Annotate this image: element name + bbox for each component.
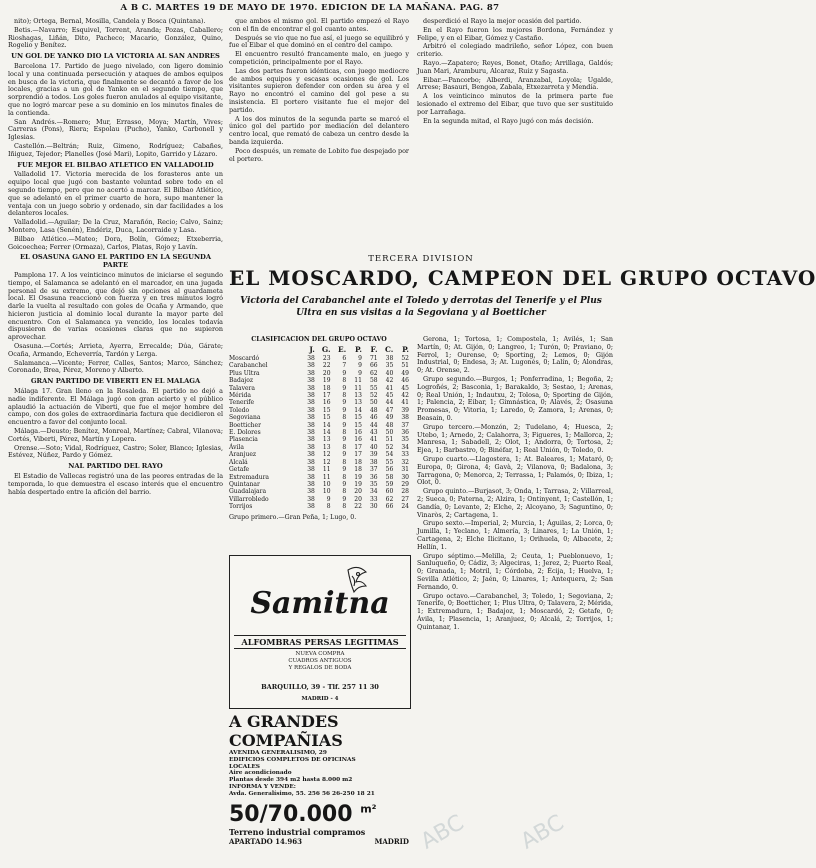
stat-cell: 51 — [385, 436, 394, 444]
stat-cell: 14 — [354, 406, 362, 414]
stat-cell: 13 — [354, 392, 362, 400]
stat-cell: 29 — [401, 480, 409, 488]
stat-cell: 39 — [401, 406, 409, 414]
stat-cell: 49 — [385, 414, 394, 422]
stat-cell: 11 — [322, 466, 331, 474]
stat-cell: 8 — [342, 473, 347, 481]
stat-cell: 38 — [369, 458, 378, 466]
article-paragraph: Las dos partes fueron idénticas, con juego mediocre de ambos equipos y escasas ocasiones de gol. Los visitantes supieron defender con orden su área y el Rayo no encontró el camino del gol pese a su insistencia. El portero visitante fue el mejor del partido. — [229, 66, 409, 114]
table-row — [229, 459, 409, 466]
article-paragraph: Málaga.—Deusto; Benítez, Monreal, Martínez; Cabral, Vilanova; Cortés, Viberti, Pérez, Martín y Lopera. — [8, 427, 223, 443]
stat-cell: 9 — [342, 421, 347, 429]
stat-cell: 9 — [342, 406, 347, 414]
stat-cell: 55 — [385, 458, 394, 466]
article-paragraph: Valladolid 17. Victoria merecida de los forasteros ante un equipo local que jugó con bastante voluntad sobre todo en el segundo tiempo, pero que no acertó a marcar. El Bilbao Atlético, que se adelantó en el primer cuarto de hora, supo mantener la ventaja con un juego sobrio y ordenado, sin dar facilidades a los delanteros locales. — [8, 170, 223, 218]
stat-cell: 45 — [401, 384, 409, 392]
team-name: Tenerife — [229, 399, 255, 407]
stat-cell: 19 — [322, 377, 331, 385]
standings-table — [229, 336, 409, 553]
stat-cell: 22 — [354, 503, 362, 511]
article-paragraph: Rayo.—Zapatero; Reyes, Bonet, Otaño; Arrillaga, Galdós; Juan Mari, Aramburu, Alcaraz, Ruiz y Sagasta. — [417, 58, 613, 75]
article-paragraph: Orense.—Soto; Vidal, Rodríguez, Castro; Soler, Blanco; Iglesias, Estévez, Núñez, Pardo y Gómez. — [8, 443, 223, 460]
article-paragraph: Salamanca.—Vicente; Ferrer, Calles, Santos; Marco, Sánchez; Coronado, Brea, Pérez, Moreno y Alberto. — [8, 358, 223, 375]
stat-cell: 38 — [307, 458, 315, 466]
watermark: ABC — [516, 810, 569, 855]
article-paragraph: Arbitró el colegiado madrileño, señor López, con buen criterio. — [417, 42, 613, 59]
standings-title: CLASIFICACION DEL GRUPO OCTAVO — [251, 336, 387, 343]
ad-line: EDIFICIOS COMPLETOS DE OFICINAS — [229, 756, 356, 763]
team-name: Plasencia — [229, 436, 258, 444]
stat-cell: 8 — [342, 443, 347, 451]
ad-area-unit: m² — [360, 802, 377, 816]
stat-cell: 38 — [307, 399, 315, 407]
stat-cell: 44 — [369, 421, 378, 429]
stat-cell: 9 — [358, 369, 362, 377]
article-paragraph: Bilbao Atlético.—Mateo; Dora, Bolín, Gómez; Etxeberria, Goicoechea; Ferrer (Ormaza), Carlos, Platas, Rojo y Lavín. — [8, 234, 223, 251]
ad-line: INFORMA Y VENDE: — [229, 783, 296, 790]
stat-cell: 38 — [307, 377, 315, 385]
article-paragraph: En la segunda mitad, el Rayo jugó con más decisión. — [423, 116, 594, 125]
article-paragraph: desperdició el Rayo la mejor ocasión del partido. — [423, 17, 582, 25]
stat-cell: 36 — [401, 429, 409, 437]
stat-cell: 38 — [307, 451, 315, 459]
column-center-top — [229, 18, 409, 270]
stat-cell: 20 — [354, 495, 362, 503]
stat-cell: 38 — [307, 488, 315, 496]
stat-cell: 58 — [385, 473, 394, 481]
stat-cell: 15 — [322, 414, 331, 422]
stat-cell: 56 — [385, 466, 394, 474]
stat-cell: 8 — [342, 377, 347, 385]
stat-cell: 6 — [342, 355, 347, 362]
team-name: Guadalajara — [229, 488, 267, 496]
stat-cell: 9 — [358, 362, 362, 370]
stat-cell: 38 — [307, 503, 315, 511]
stat-cell: 55 — [369, 384, 378, 392]
stat-cell: 15 — [354, 414, 362, 422]
ad-line: Plantas desde 394 m2 hasta 8.000 m2 — [229, 777, 353, 784]
stat-cell: 41 — [385, 384, 394, 392]
stat-cell: 52 — [369, 392, 378, 400]
stat-cell: 30 — [369, 503, 378, 511]
stat-cell: 42 — [385, 377, 394, 385]
stat-cell: 9 — [342, 495, 347, 503]
stat-cell: 58 — [369, 377, 378, 385]
table-row — [229, 414, 409, 421]
ad-body — [229, 750, 409, 798]
team-name: Moscardó — [229, 355, 260, 362]
column-right-top — [417, 18, 613, 270]
stat-cell: 11 — [354, 384, 362, 392]
stat-cell: 39 — [369, 451, 378, 459]
article-paragraph: El encuentro resultó francamente malo, en juego y competición, principalmente por el Rayo. — [229, 50, 409, 66]
standings-col-header — [229, 345, 299, 355]
stat-cell: 32 — [401, 458, 409, 466]
standings-col-header: G. — [321, 345, 331, 354]
ad-line: LOCALES — [229, 763, 260, 770]
stat-cell: 38 — [385, 355, 394, 362]
ad-box: APARTADO 14.963 — [229, 836, 302, 846]
article-heading: GRAN PARTIDO DE VIBERTI EN EL MALAGA — [30, 377, 201, 386]
stat-cell: 38 — [307, 384, 315, 392]
stat-cell: 38 — [307, 480, 315, 488]
stat-cell: 47 — [385, 406, 394, 414]
stat-cell: 41 — [369, 436, 378, 444]
stat-cell: 16 — [354, 429, 362, 437]
stat-cell: 8 — [342, 488, 347, 496]
stat-cell: 16 — [322, 399, 331, 407]
team-name: Aranjuez — [229, 451, 257, 459]
article-paragraph: En el Rayo fueron los mejores Bordona, Fernández y Felipe, y en el Eibar, Gómez y Castaño. — [417, 25, 613, 42]
stat-cell: 52 — [401, 355, 409, 362]
stat-cell: 19 — [354, 473, 362, 481]
stat-cell: 41 — [401, 399, 409, 407]
stat-cell: 66 — [385, 503, 394, 511]
team-name: Segoviana — [229, 414, 261, 422]
table-row — [229, 474, 409, 481]
table-row — [229, 370, 409, 377]
team-name: Villarrobledo — [229, 495, 269, 503]
stat-cell: 38 — [307, 436, 315, 444]
article-paragraph: Grupo séptimo.—Melilla, 2; Ceuta, 1; Pueblonuevo, 1; Sanluqueño, 0; Cádiz, 3; Algeciras, 1; Jerez, 2; Puerto Real, 0; Granada, 1; Motril, 1; Córdoba, 2; Écija, 1; Huelva, 1; Sevilla Atlético, 2; Jaén, 0; Linares, 1; Antequera, 2; San Fernando, 0. — [417, 551, 613, 591]
article-paragraph: que ambos el mismo gol. El partido empezó el Rayo con el fin de encontrar el gol cuanto antes. — [229, 17, 409, 33]
brand-logo: Samitna — [250, 586, 390, 621]
stat-cell: 38 — [401, 414, 409, 422]
table-row — [229, 503, 409, 510]
stat-cell: 24 — [401, 503, 409, 511]
stat-cell: 10 — [322, 480, 331, 488]
article-paragraph: Barcelona 17. Partido de juego nivelado, con ligero dominio local y una continuada persecución y ataques de ambos equipos en busca de la victoria, que finalmente se decantó a favor de los locales, gracias a un gol de Yanko en el segundo tiempo, que sorprendió a todos. Los goles fueron anulados al equipo visitante, que no logró marcar pese a su dominio en los minutos finales de la contienda. — [8, 61, 223, 117]
stat-cell: 20 — [322, 369, 331, 377]
stat-cell: 38 — [307, 414, 315, 422]
stat-cell: 38 — [307, 473, 315, 481]
table-row — [229, 466, 409, 473]
stat-cell: 38 — [307, 392, 315, 400]
stat-cell: 66 — [369, 362, 378, 370]
stat-cell: 40 — [369, 443, 378, 451]
article-paragraph: Pamplona 17. A los veinticinco minutos de iniciarse el segundo tiempo, el Salamanca se adelantó en el marcador, en una jugada personal de su extremo, que dejó sin opciones al guardameta local. El Osasuna reaccionó con fuerza y en tres minutos logró darle la vuelta al resultado con goles de Ocaña y Armando, que hicieron justicia al dominio local durante la mayor parte del encuentro. Con el Salamanca ya vencido, los locales todavía dispusieron de varias ocasiones claras que no supieron aprovechar. — [8, 270, 223, 342]
article-paragraph: Poco después, un remate de Lobito fue despejado por el portero. — [229, 146, 409, 163]
table-row — [229, 377, 409, 384]
team-name: Extremadura — [229, 473, 270, 481]
main-headline: EL MOSCARDO, CAMPEON DEL GRUPO OCTAVO — [229, 266, 816, 290]
article-paragraph: Grupo sexto.—Imperial, 2; Murcia, 1; Águilas, 2; Lorca, 0; Jumilla, 1; Yeclano, 1; Almería, 3; Linares, 1; La Unión, 1; Cartagena, 2; Elche Ilicitano, 1; Orihuela, 0; Albacete, 2; Hellín, 1. — [417, 519, 613, 551]
table-row — [229, 399, 409, 406]
stat-cell: 30 — [401, 473, 409, 481]
stat-cell: 34 — [369, 488, 378, 496]
stat-cell: 14 — [322, 421, 331, 429]
stat-cell: 62 — [369, 369, 378, 377]
article-paragraph: Osasuna.—Cortés; Arrieta, Ayerra, Errecalde; Dúa, Gárate; Ocaña, Armando, Echeverría, Tardón y Lerga. — [8, 342, 223, 358]
standings-col-header: P. — [355, 345, 362, 354]
stat-cell: 10 — [322, 488, 331, 496]
ad-city: MADRID - 4 — [301, 696, 339, 702]
standings-footer: Grupo primero.—Gran Peña, 1; Lugo, 0. — [229, 513, 357, 521]
stat-cell: 18 — [354, 458, 362, 466]
stat-cell: 38 — [307, 443, 315, 451]
stat-cell: 35 — [401, 436, 409, 444]
article-paragraph: Grupo octavo.—Carabanchel, 3; Toledo, 1; Segoviana, 2; Tenerife, 0; Boetticher, 1; Plus Ultra, 0; Talavera, 2; Mérida, 1; Extremadura, 1; Badajoz, 1; Moscardó, 2; Getafe, 0; Ávila, 1; Plasencia, 1; Aranjuez, 0; Alcalá, 2; Torrijos, 1; Quintanar, 1. — [417, 591, 613, 631]
article-paragraph: Grupo cuarto.—Llagostera, 1; At. Baleares, 1; Mataró, 0; Europa, 0; Girona, 4; Gavà, 2; Vilanova, 0; Badalona, 3; Tarragona, 0; Menorca, 2; Terrassa, 1; Palamós, 0; Ibiza, 1; Olot, 0. — [417, 454, 613, 487]
article-heading: EL OSASUNA GANO EL PARTIDO EN LA SEGUNDA PARTE — [19, 253, 212, 270]
stat-cell: 38 — [307, 369, 315, 377]
team-name: Torrijos — [229, 503, 253, 511]
stat-cell: 48 — [385, 421, 394, 429]
table-row — [229, 392, 409, 399]
team-name: Quintanar — [229, 480, 260, 488]
stat-cell: 14 — [322, 429, 331, 437]
stat-cell: 9 — [342, 480, 347, 488]
table-row — [229, 481, 409, 488]
table-row — [229, 429, 409, 436]
stat-cell: 38 — [307, 406, 315, 414]
ad-tagline: ALFOMBRAS PERSAS LEGITIMAS — [234, 635, 406, 649]
ad-footer — [229, 837, 409, 846]
standings-col-header: J. — [309, 345, 315, 354]
stat-cell: 27 — [401, 495, 409, 503]
ad-area — [229, 802, 409, 827]
table-row — [229, 444, 409, 451]
stat-cell: 18 — [354, 466, 362, 474]
stat-cell: 11 — [354, 377, 362, 385]
ad-line: NUEVA COMPRA — [295, 651, 345, 657]
ad-line: CUADROS ANTIGUOS — [288, 658, 352, 664]
stat-cell: 17 — [322, 392, 331, 400]
stat-cell: 9 — [342, 451, 347, 459]
article-paragraph: Eibar.—Pancorbo; Alberdi, Aranzabal, Loyola; Ugalde, Arrese; Basauri, Bengoa, Zabala, Etxezarreta y Mendía. — [417, 75, 613, 92]
standings-col-header: C. — [384, 345, 394, 354]
stat-cell: 19 — [354, 480, 362, 488]
standings-col-header: E. — [338, 345, 347, 354]
property-advertisement — [229, 710, 409, 866]
stat-cell: 16 — [354, 436, 362, 444]
stat-cell: 8 — [342, 392, 347, 400]
stat-cell: 17 — [354, 451, 362, 459]
stat-cell: 9 — [342, 369, 347, 377]
team-name: Badajoz — [229, 377, 254, 385]
table-row — [229, 407, 409, 414]
stat-cell: 9 — [326, 495, 331, 503]
stat-cell: 9 — [342, 399, 347, 407]
column-left — [8, 18, 223, 866]
stat-cell: 28 — [401, 488, 409, 496]
team-name: Plus Ultra — [229, 369, 260, 377]
stat-cell: 13 — [322, 436, 331, 444]
stat-cell: 8 — [342, 414, 347, 422]
stat-cell: 31 — [401, 466, 409, 474]
table-row — [229, 385, 409, 392]
column-right-results — [417, 336, 613, 866]
stat-cell: 71 — [369, 355, 378, 362]
stat-cell: 38 — [307, 429, 315, 437]
article-paragraph: Después se vio que no fue así, el juego se equilibró y fue el Eibar el que dominó en el centro del campo. — [229, 33, 409, 50]
team-name: Talavera — [229, 384, 255, 392]
stat-cell: 18 — [322, 384, 331, 392]
ad-line: Avda. Generalísimo, 55. 256 56 26-250 18 21 — [229, 790, 375, 797]
stat-cell: 52 — [385, 443, 394, 451]
article-heading: NAL PARTIDO DEL RAYO — [68, 462, 163, 471]
stat-cell: 35 — [385, 362, 394, 370]
stat-cell: 49 — [401, 369, 409, 377]
ad-area-number: 50/70.000 — [229, 801, 353, 827]
stat-cell: 43 — [369, 429, 378, 437]
stat-cell: 37 — [369, 466, 378, 474]
stat-cell: 8 — [326, 503, 331, 511]
stat-cell: 17 — [354, 443, 362, 451]
page-header: A B C. MARTES 19 DE MAYO DE 1970. EDICION DE LA MAÑANA. PAG. 87 — [120, 3, 500, 13]
stat-cell: 36 — [369, 473, 378, 481]
stat-cell: 46 — [369, 414, 378, 422]
table-row — [229, 451, 409, 458]
stat-cell: 15 — [354, 421, 362, 429]
article-paragraph: Grupo tercero.—Monzón, 2; Tudelano, 4; Huesca, 2; Utebo, 1; Arnedo, 2; Calahorra, 3; Figueres, 1; Mallorca, 2; Manresa, 1; Sabadell, 2; Olot, 1; Andorra, 0; Tortosa, 2; Ejea, 1; Barbastro, 0; Binéfar, 1; Real Unión, 0; Toledo, 0. — [417, 422, 613, 455]
article-paragraph: Castellón.—Beltrán; Ruiz, Gimeno, Rodríguez; Cabañes, Iñiguez, Tejedor; Planelles (José Mari), Lopito, Garrido y Lázaro. — [8, 141, 223, 158]
standings-col-header: F. — [370, 345, 378, 354]
stat-cell: 23 — [322, 355, 331, 362]
team-name: Carabanchel — [229, 362, 268, 370]
article-heading: FUE MEJOR EL BILBAO ATLETICO EN VALLADOLID — [17, 160, 214, 169]
article-paragraph: A los dos minutos de la segunda parte se marcó el único gol del partido por mediación del delantero centro local, que remató de cabeza un centro desde la banda izquierda. — [229, 114, 409, 146]
stat-cell: 9 — [342, 466, 347, 474]
article-heading: UN GOL DE YANKO DIO LA VICTORIA AL SAN ANDRES — [11, 52, 220, 61]
table-row — [229, 488, 409, 495]
team-name: Mérida — [229, 392, 251, 400]
stat-cell: 38 — [307, 421, 315, 429]
carpet-advertisement — [229, 555, 411, 709]
table-row — [229, 436, 409, 443]
team-name: Getafe — [229, 466, 250, 474]
stat-cell: 13 — [354, 399, 362, 407]
stat-cell: 33 — [369, 495, 378, 503]
stat-cell: 7 — [342, 362, 347, 370]
stat-cell: 54 — [385, 451, 394, 459]
stat-cell: 59 — [385, 480, 394, 488]
stat-cell: 38 — [307, 466, 315, 474]
stat-cell: 33 — [401, 451, 409, 459]
article-paragraph: El Estadio de Vallecas registró una de las peores entradas de la temporada, lo que demuestra el escaso interés que el encuentro había despertado entre la afición del barrio. — [8, 472, 223, 496]
ad-line: Aire acondicionado — [229, 770, 292, 777]
stat-cell: 22 — [322, 362, 331, 370]
stat-cell: 9 — [342, 436, 347, 444]
stat-cell: 62 — [385, 495, 394, 503]
table-row — [229, 496, 409, 503]
table-row — [229, 422, 409, 429]
stat-cell: 9 — [358, 355, 362, 362]
stat-cell: 13 — [322, 443, 331, 451]
team-name: E. Dolores — [229, 429, 261, 437]
standings-col-header: P. — [402, 345, 409, 354]
stat-cell: 51 — [401, 362, 409, 370]
stat-cell: 42 — [401, 392, 409, 400]
ad-line: AVENIDA GENERALISIMO, 29 — [229, 750, 327, 756]
stat-cell: 50 — [385, 429, 394, 437]
stat-cell: 44 — [385, 399, 394, 407]
stat-cell: 38 — [307, 495, 315, 503]
table-row — [229, 355, 409, 362]
sub-headline: Victoria del Carabanchel ante el Toledo y derrotas del Tenerife y el Plus Ultra en sus visitas a la Segoviana y al Boetticher — [240, 296, 602, 318]
article-paragraph: Valladolid.—Aguilar; De la Cruz, Marañón, Recio; Calvo, Sainz; Montero, Lasa (Senén), Endériz, Duca, Lacorraide y Lasa. — [8, 218, 223, 234]
table-row — [229, 362, 409, 369]
article-paragraph: Grupo segundo.—Burgos, 1; Ponferradina, 1; Begoña, 2; Logroñés, 2; Basconia, 1; Barakaldo, 3; Sestao, 1; Arenas, 0; Real Unión, 1; Indautxu, 2; Tolosa, 0; Sporting de Gijón, 1; Palencia, 2; Eibar, 1; Gimnástica, 0; Alavés, 2; Osasuna Promesas, 0; Vitoria, 1; Laredo, 0; Zamora, 1; Arenas, 0; Beasain, 0. — [417, 374, 613, 422]
stat-cell: 46 — [401, 377, 409, 385]
section-label: TERCERA DIVISION — [368, 254, 474, 264]
stat-cell: 38 — [307, 362, 315, 370]
team-name: Alcalá — [229, 458, 248, 466]
article-paragraph: San Andrés.—Romero; Mur, Errasso, Moya; Martín, Vives; Carreras (Pons), Riera; Espolau (Pucho), Yanko, Carbonell y Iglesias. — [8, 117, 223, 142]
standings-header — [229, 345, 409, 355]
stat-cell: 40 — [385, 369, 394, 377]
stat-cell: 20 — [354, 488, 362, 496]
article-paragraph: Grupo quinto.—Burjasot, 3; Onda, 1; Tarrasa, 2; Villarreal, 2; Sueca, 0; Paterna, 2; Alzira, 1; Ontinyent, 1; Castellón, 1; Gandía, 0; Levante, 2; Elche, 2; Alcoyano, 3; Saguntino, 0; Vinaròs, 2; Cartagena, 1. — [417, 487, 613, 519]
team-name: Ávila — [229, 443, 244, 451]
stat-cell: 50 — [369, 399, 378, 407]
ad-line: Y REGALOS DE BODA — [288, 665, 352, 671]
stat-cell: 35 — [369, 480, 378, 488]
stat-cell: 60 — [385, 488, 394, 496]
stat-cell: 48 — [369, 406, 378, 414]
stat-cell: 34 — [401, 443, 409, 451]
team-name: Boetticher — [229, 421, 261, 429]
ad-city: MADRID — [374, 836, 409, 846]
stat-cell: 8 — [342, 458, 347, 466]
stat-cell: 15 — [322, 406, 331, 414]
ad-subline: Terreno industrial compramos — [229, 826, 366, 837]
stat-cell: 8 — [342, 503, 347, 511]
article-paragraph: Betis.—Navarro; Esquivel, Torrent, Aranda; Pozas, Caballero; Rioshagas, Liñán, Dito, Pacheco; Macario, González, Quino, Rogelio y Benítez. — [8, 25, 223, 50]
stat-cell: 8 — [342, 429, 347, 437]
article-paragraph: Málaga 17. Gran lleno en la Rosaleda. El partido no dejó a nadie indiferente. El Málaga jugó con gran acierto y el público aplaudió la actuación de Viberti, que fue el mejor hombre del campo, con dos goles de extraordinaria factura que decidieron el encuentro a favor del conjunto local. — [8, 387, 223, 427]
stat-cell: 38 — [307, 355, 315, 362]
watermark: ABC — [416, 810, 469, 855]
standings-body — [229, 355, 409, 511]
ad-headline: A GRANDES COMPAÑIAS — [229, 712, 343, 750]
stat-cell: 11 — [322, 473, 331, 481]
ad-address: BARQUILLO, 39 - Tlf. 257 11 30 — [261, 683, 379, 691]
stat-cell: 12 — [322, 451, 331, 459]
stat-cell: 45 — [385, 392, 394, 400]
team-name: Toledo — [229, 406, 250, 414]
stat-cell: 37 — [401, 421, 409, 429]
stat-cell: 12 — [322, 458, 331, 466]
stat-cell: 9 — [342, 384, 347, 392]
article-paragraph: A los veinticinco minutos de la primera parte fue lesionado el extremo del Eibar, que tuvo que ser sustituido por Larrañaga. — [417, 92, 613, 116]
article-paragraph: nito); Ortega, Bernal, Mosilla, Candela y Bosca (Quintana). — [14, 17, 206, 25]
article-paragraph: Gerona, 1; Tortosa, 1; Compostela, 1; Avilés, 1; San Martín, 0; At. Gijón, 0; Langreo, 1; Turón, 0; Praviano, 0; Ferrol, 1; Ourense, 0; Sporting, 2; Lemos, 0; Gijón Industrial, 0; Endesa, 3; At. Lugonés, 0; Lalín, 0; Alondras, 0; At. Orense, 2. — [417, 335, 613, 375]
